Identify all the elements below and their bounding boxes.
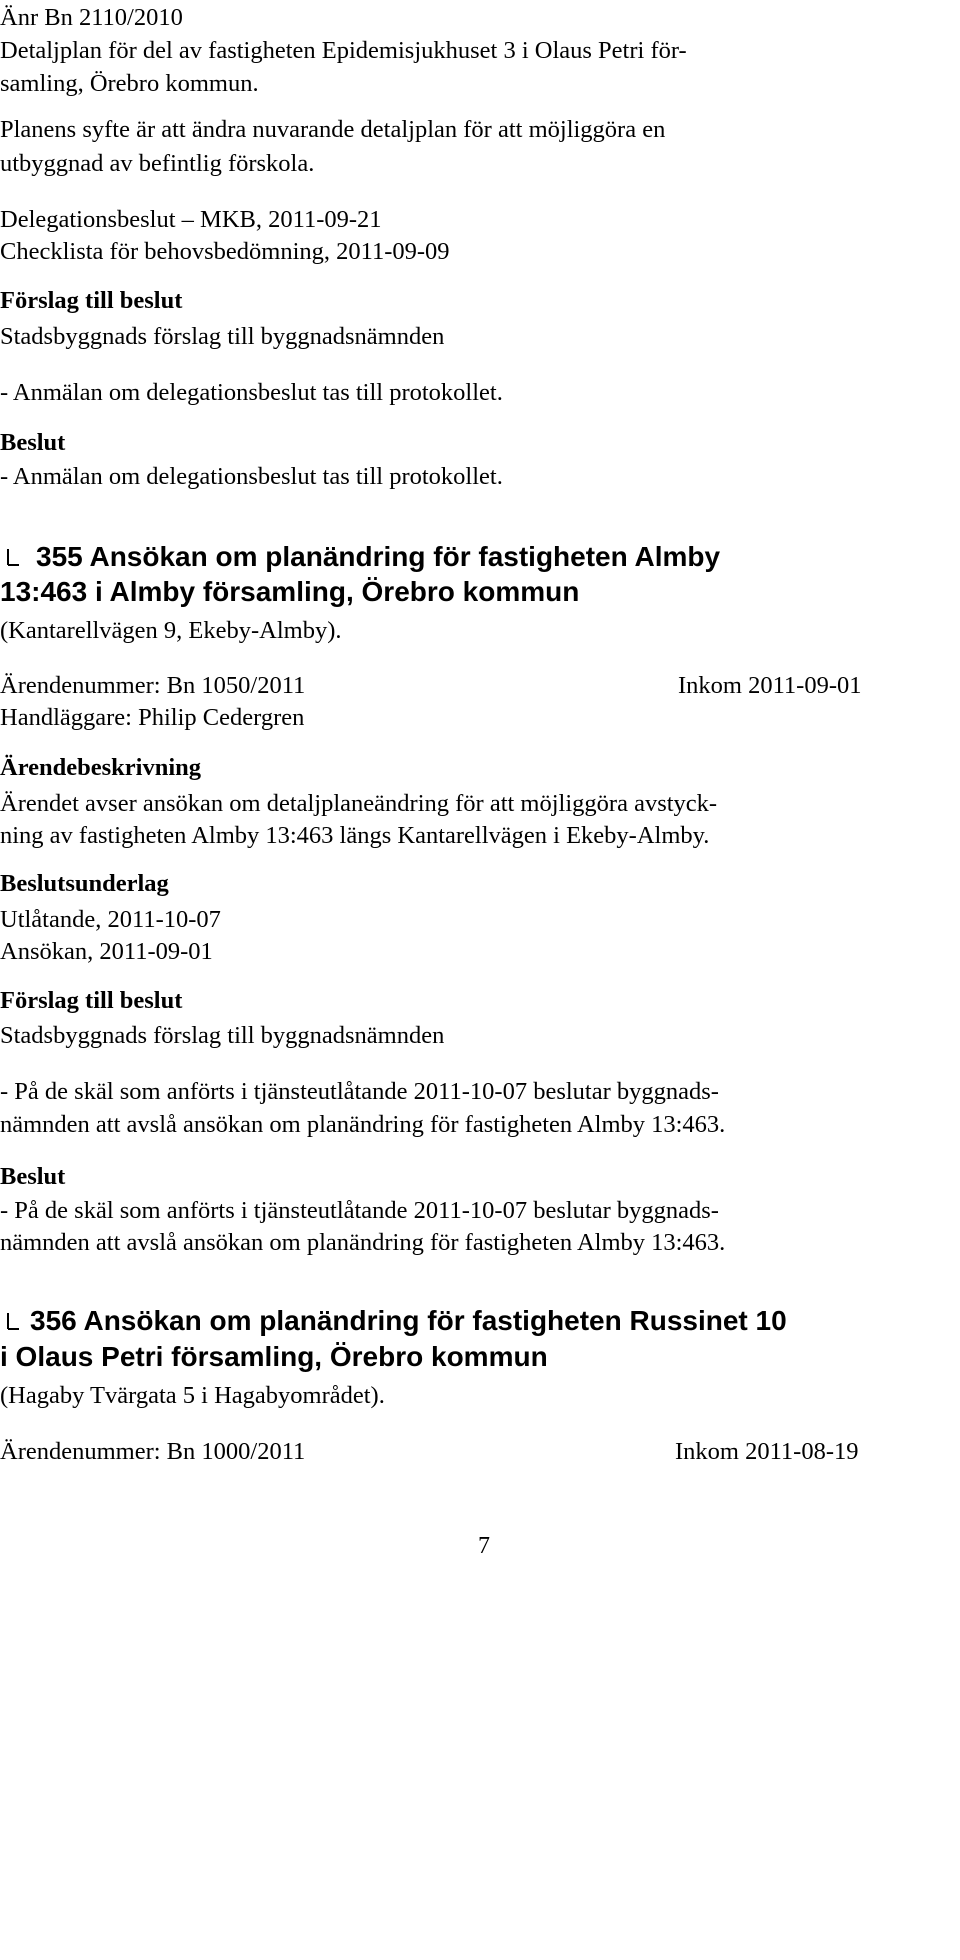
text-line: Checklista för behovsbedömning, 2011-09-09: [0, 238, 450, 265]
section-356-title: [30, 1303, 787, 1339]
text-line: Planens syfte är att ändra nuvarande detaljplan för att möjliggöra en: [0, 116, 666, 143]
text-line: - Anmälan om delegationsbeslut tas till protokollet.: [0, 463, 503, 490]
text-line: nämnden att avslå ansökan om planändring för fastigheten Almby 13:463.: [0, 1111, 726, 1138]
case-number: Ärendenummer: Bn 1000/2011: [0, 1438, 306, 1465]
section-title-line-2: i Olaus Petri församling, Örebro kommun: [0, 1341, 548, 1372]
text-line: nämnden att avslå ansökan om planändring för fastigheten Almby 13:463.: [0, 1229, 726, 1256]
section-heading: Ärendebeskrivning: [0, 754, 202, 781]
section-heading: Beslutsunderlag: [0, 870, 169, 897]
text-line: ning av fastigheten Almby 13:463 längs Kantarellvägen i Ekeby-Almby.: [0, 822, 710, 849]
section-title-line-2: 13:463 i Almby församling, Örebro kommun: [0, 576, 580, 607]
text-line: - Anmälan om delegationsbeslut tas till protokollet.: [0, 379, 503, 406]
text-line: Delegationsbeslut – MKB, 2011-09-21: [0, 206, 382, 233]
section-heading: Förslag till beslut: [0, 287, 183, 314]
text-line: Ansökan, 2011-09-01: [0, 938, 213, 965]
section-heading: Beslut: [0, 1163, 66, 1190]
section-title: Ansökan om planändring för fastigheten Russinet 10: [83, 1305, 787, 1336]
case-officer: Handläggare: Philip Cedergren: [0, 704, 305, 731]
section-title: Ansökan om planändring för fastigheten Almby: [89, 541, 721, 572]
text-line: utbyggnad av befintlig förskola.: [0, 150, 315, 177]
case-number: Ärendenummer: Bn 1050/2011: [0, 672, 306, 699]
paragraph-anchor-icon: [6, 1312, 20, 1330]
text-line: Stadsbyggnads förslag till byggnadsnämnden: [0, 1022, 445, 1049]
address-line: (Kantarellvägen 9, Ekeby-Almby).: [0, 617, 342, 644]
received-date: Inkom 2011-09-01: [678, 672, 862, 699]
text-line: samling, Örebro kommun.: [0, 70, 259, 97]
text-line: - På de skäl som anförts i tjänsteutlåtande 2011-10-07 beslutar byggnads-: [0, 1078, 719, 1105]
text-line: Stadsbyggnads förslag till byggnadsnämnden: [0, 323, 445, 350]
address-line: (Hagaby Tvärgata 5 i Hagabyområdet).: [0, 1382, 385, 1409]
case-number-line: Änr Bn 2110/2010: [0, 4, 183, 31]
section-number: 355: [36, 541, 83, 572]
received-date: Inkom 2011-08-19: [675, 1438, 859, 1465]
section-number: 356: [30, 1305, 77, 1336]
section-heading: Förslag till beslut: [0, 987, 183, 1014]
text-line: - På de skäl som anförts i tjänsteutlåtande 2011-10-07 beslutar byggnads-: [0, 1197, 719, 1224]
section-heading: Beslut: [0, 429, 66, 456]
page-number: 7: [478, 1533, 490, 1559]
section-355-title: [36, 539, 720, 575]
text-line: Detaljplan för del av fastigheten Epidemisjukhuset 3 i Olaus Petri för-: [0, 37, 687, 64]
paragraph-anchor-icon: [6, 548, 20, 566]
text-line: Utlåtande, 2011-10-07: [0, 906, 221, 933]
text-line: Ärendet avser ansökan om detaljplaneändring för att möjliggöra avstyck-: [0, 790, 718, 817]
